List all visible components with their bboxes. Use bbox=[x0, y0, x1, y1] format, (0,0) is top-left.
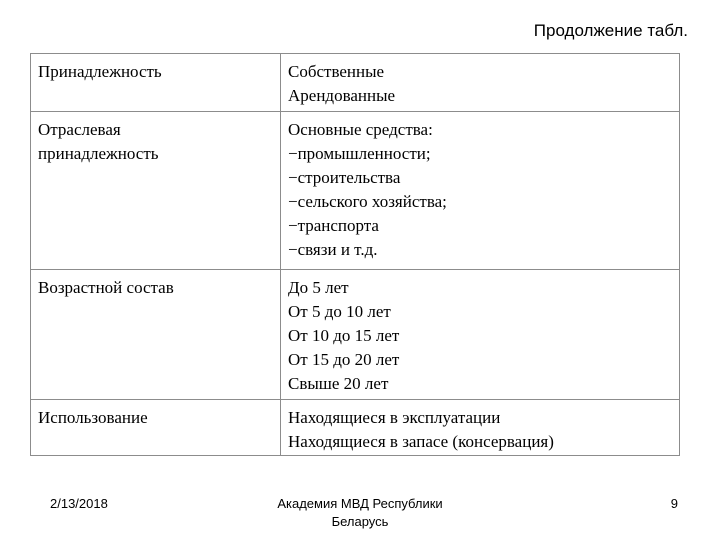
row-value-cell bbox=[281, 270, 680, 400]
footer-organization-line: Беларусь bbox=[331, 514, 389, 529]
footer-organization-line: Академия МВД Республики bbox=[277, 496, 443, 511]
value-line: До 5 лет bbox=[288, 278, 349, 297]
page-number: 9 bbox=[670, 496, 678, 511]
value-line: Основные средства: bbox=[288, 120, 433, 139]
value-line: −транспорта bbox=[288, 216, 379, 235]
row-label-line: принадлежность bbox=[38, 144, 159, 163]
row-value-cell bbox=[281, 400, 680, 456]
value-line: От 10 до 15 лет bbox=[288, 326, 400, 345]
footer-date: 2/13/2018 bbox=[50, 496, 108, 511]
value-line: −промышленности; bbox=[288, 144, 431, 163]
value-line: Свыше 20 лет bbox=[288, 374, 389, 393]
value-line: Находящиеся в запасе (консервация) bbox=[288, 432, 554, 451]
value-line: Собственные bbox=[288, 62, 385, 81]
value-line: От 15 до 20 лет bbox=[288, 350, 400, 369]
value-line: −связи и т.д. bbox=[288, 240, 378, 259]
footer-organization bbox=[240, 495, 480, 531]
row-label-cell bbox=[31, 270, 281, 400]
table-row bbox=[31, 112, 680, 270]
row-label: Использование bbox=[38, 408, 148, 427]
table-row bbox=[31, 54, 680, 112]
row-value-cell bbox=[281, 54, 680, 112]
table-caption: Продолжение табл. bbox=[533, 21, 688, 40]
value-line: Арендованные bbox=[288, 86, 396, 105]
row-label-cell bbox=[31, 54, 281, 112]
table-row bbox=[31, 270, 680, 400]
row-label: Принадлежность bbox=[38, 62, 162, 81]
row-label-line: Отраслевая bbox=[38, 120, 121, 139]
row-label-cell bbox=[31, 112, 281, 270]
classification-table bbox=[30, 53, 680, 456]
value-line: От 5 до 10 лет bbox=[288, 302, 391, 321]
row-value-cell bbox=[281, 112, 680, 270]
table-row bbox=[31, 400, 680, 456]
row-label: Возрастной состав bbox=[38, 278, 174, 297]
row-label-cell bbox=[31, 400, 281, 456]
value-line: −строительства bbox=[288, 168, 401, 187]
value-line: Находящиеся в эксплуатации bbox=[288, 408, 501, 427]
value-line: −сельского хозяйства; bbox=[288, 192, 447, 211]
